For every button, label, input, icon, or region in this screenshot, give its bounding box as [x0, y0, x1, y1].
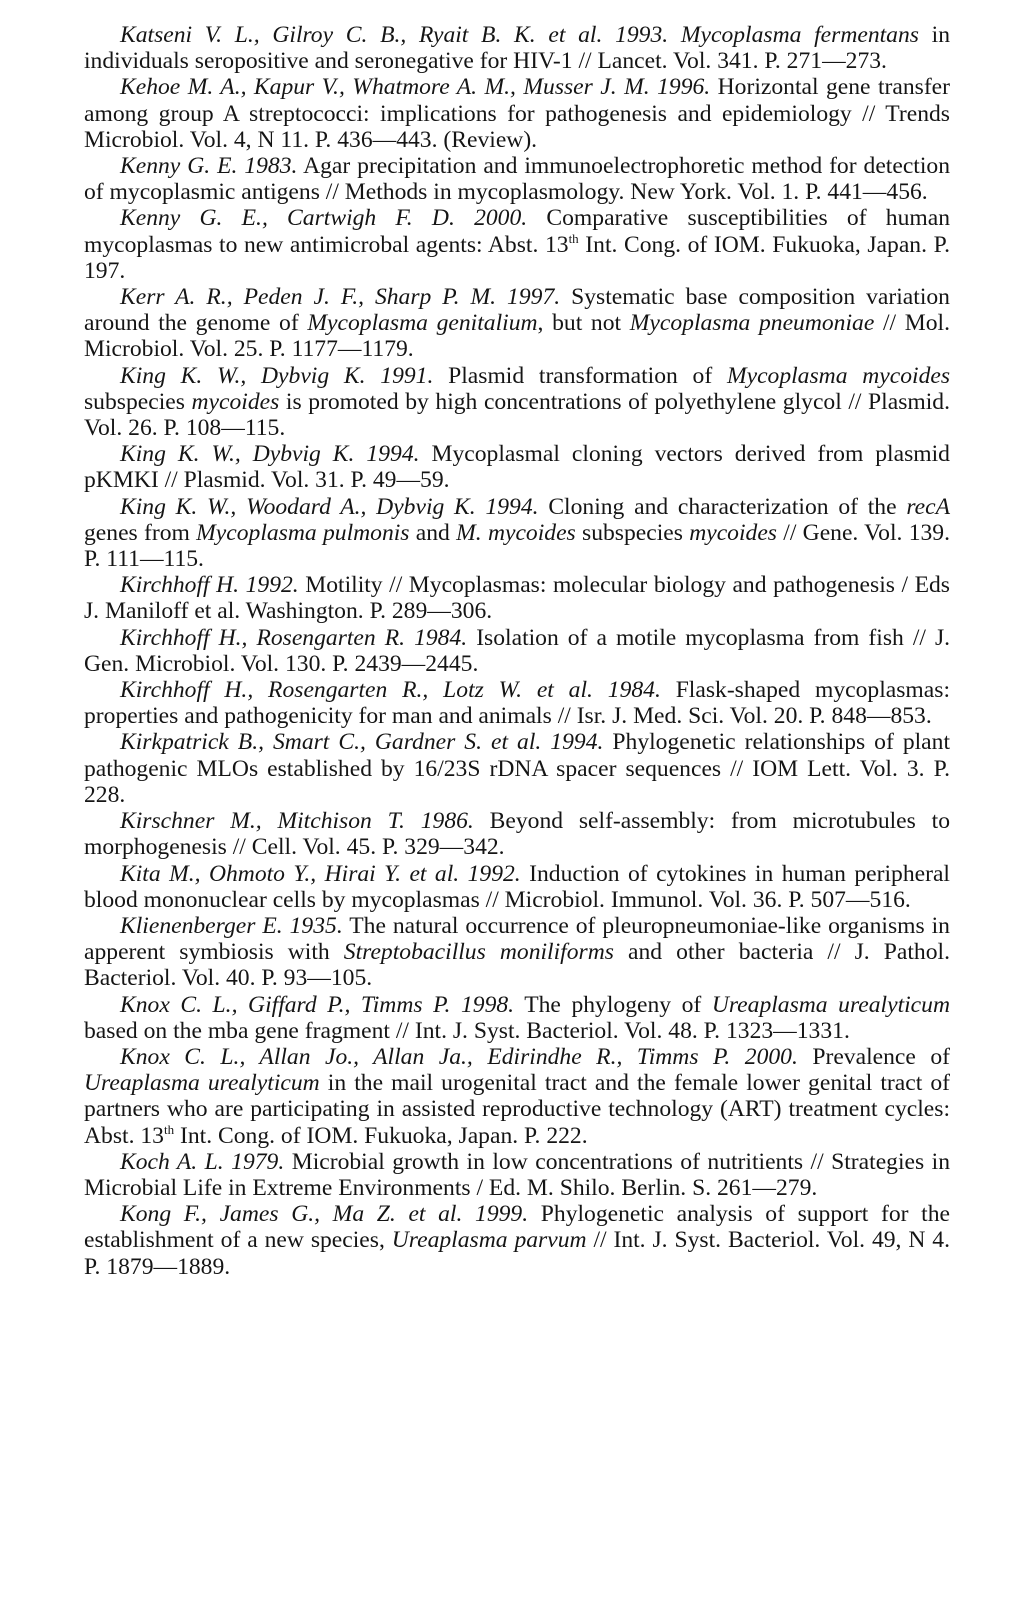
- reference-entry: [84, 913, 950, 992]
- reference-text: Phylogenetic relationships of plant pathogenic MLOs established by 16/23S rDNA spacer sequences // IOM Lett. Vol. 3. P. 228.: [84, 729, 951, 808]
- reference-authors: Knox C. L., Giffard P., Timms P.: [120, 991, 451, 1018]
- reference-year: 1994.: [485, 493, 539, 520]
- reference-authors: Koch A. L.: [120, 1148, 224, 1175]
- species-name: mycoides: [689, 519, 777, 546]
- reference-year: 1997.: [507, 284, 561, 311]
- reference-authors: King K. W., Dybvig K.: [120, 441, 355, 468]
- reference-text: , but not: [537, 310, 630, 337]
- reference-year: 1935.: [289, 912, 343, 939]
- ordinal-superscript: th: [568, 230, 579, 246]
- reference-authors: Kirschner M., Mitchison T.: [120, 808, 405, 835]
- reference-text: Plasmid transformation of: [448, 362, 727, 389]
- reference-authors: Kong F., James G., Ma Z. et al.: [120, 1201, 463, 1228]
- species-name: Mycoplasma fermentans: [680, 22, 919, 48]
- reference-text: Horizontal gene transfer among group A streptococci: implications for pathogenesis and epidemiology // Trends Microbiol. Vol. 4, N 11. P. 436—443. (Review).: [84, 74, 951, 153]
- reference-year: 1993.: [615, 22, 669, 48]
- reference-authors: Katseni V. L., Gilroy C. B., Ryait B. K. et al.: [120, 22, 603, 48]
- reference-text: Comparative susceptibilities of human mycoplasmas to new antimicrobal agents: Abst. 13: [84, 205, 950, 258]
- reference-authors: Kirchhoff H., Rosengarten R.: [120, 624, 406, 651]
- reference-text: genes from: [84, 519, 197, 546]
- reference-year: 1986.: [420, 808, 474, 835]
- reference-year: 1979.: [231, 1148, 285, 1175]
- reference-authors: Knox C. L., Allan Jo., Allan Ja., Edirindhe R., Timms P.: [120, 1043, 731, 1070]
- reference-text: Prevalence of: [812, 1043, 950, 1070]
- reference-text: // Int. J. Syst. Bacteriol. Vol. 49, N 4. P. 1879—1889.: [84, 1227, 951, 1280]
- reference-text: Cloning and characterization of the: [548, 493, 907, 520]
- reference-text: Systematic base composition variation around the genome of: [84, 284, 950, 337]
- species-name: Streptobacillus moniliforms: [343, 939, 614, 966]
- reference-year: 1994.: [366, 441, 420, 468]
- reference-entry: [84, 808, 950, 860]
- reference-entry: [84, 1044, 950, 1149]
- reference-year: 1984.: [414, 624, 468, 651]
- species-name: Ureaplasma parvum: [391, 1227, 587, 1254]
- reference-text: Induction of cytokines in human peripheral blood mononuclear cells by mycoplasmas // Microbiol. Immunol. Vol. 36. P. 507—516.: [84, 860, 950, 913]
- ordinal-superscript: th: [163, 1121, 175, 1137]
- reference-authors: Kenny G. E.: [120, 153, 238, 180]
- reference-text: based on the mba gene fragment // Int. J. Syst. Bacteriol. Vol. 48. P. 1323—1331.: [84, 1017, 850, 1044]
- reference-year: 1992.: [245, 572, 299, 599]
- reference-entry: [84, 363, 950, 442]
- reference-authors: King K. W., Woodard A., Dybvig K.: [120, 493, 476, 520]
- species-name: mycoides: [191, 388, 280, 415]
- reference-entry: [84, 625, 950, 677]
- reference-year: 2000.: [474, 205, 528, 232]
- reference-text: // Gene. Vol. 139. P. 111—115.: [84, 519, 950, 573]
- reference-authors: Kenny G. E., Cartwigh F. D.: [120, 205, 455, 232]
- reference-text: // Mol. Microbiol. Vol. 25. P. 1177—1179.: [84, 310, 950, 363]
- reference-text: and other bacteria // J. Pathol. Bacteriol. Vol. 40. P. 93—105.: [84, 939, 950, 992]
- reference-text: Beyond self-assembly: from microtubules to morphogenesis // Cell. Vol. 45. P. 329—342.: [84, 808, 951, 861]
- reference-text: Agar precipitation and immunoelectrophoretic method for detection of mycoplasmic antigens // Methods in mycoplasmology. New York. Vol. 1. P. 441—456.: [84, 153, 950, 206]
- species-name: Mycoplasma mycoides: [726, 362, 951, 389]
- reference-authors: Kirkpatrick B., Smart C., Gardner S. et al.: [120, 729, 542, 756]
- reference-entry: [84, 74, 950, 153]
- reference-text: is promoted by high concentrations of polyethylene glycol // Plasmid. Vol. 26. P. 108—115.: [84, 388, 950, 442]
- reference-entry: [84, 441, 950, 493]
- reference-year: 1992.: [467, 860, 521, 887]
- species-name: Mycoplasma pulmonis: [196, 519, 410, 546]
- reference-year: 1983.: [244, 153, 298, 180]
- species-name: M. mycoides: [456, 519, 576, 546]
- reference-year: 1984.: [607, 677, 661, 704]
- reference-authors: Kirchhoff H.: [120, 572, 240, 599]
- reference-entry: [84, 677, 950, 729]
- reference-text: Int. Cong. of IOM. Fukuoka, Japan. P. 197.: [84, 231, 950, 284]
- reference-year: 2000.: [744, 1043, 798, 1070]
- reference-text: subspecies: [84, 388, 192, 415]
- reference-text: Phylogenetic analysis of support for the establishment of a new species,: [84, 1201, 950, 1254]
- reference-text: Int. Cong. of IOM. Fukuoka, Japan. P. 222.: [174, 1122, 588, 1149]
- reference-entry: [84, 861, 950, 913]
- reference-entry: [84, 494, 950, 573]
- reference-text: Mycoplasmal cloning vectors derived from plasmid pKMKI // Plasmid. Vol. 31. P. 49—59.: [84, 441, 950, 494]
- reference-authors: Kita M., Ohmoto Y., Hirai Y. et al.: [120, 860, 460, 887]
- reference-year: 1999.: [475, 1201, 529, 1228]
- reference-year: 1998.: [460, 991, 515, 1018]
- reference-entry: [84, 572, 950, 624]
- reference-entry: [84, 22, 950, 74]
- species-name: Ureaplasma urealyticum: [84, 1070, 320, 1097]
- reference-year: 1991.: [380, 362, 434, 389]
- reference-text: Isolation of a motile mycoplasma from fish // J. Gen. Microbiol. Vol. 130. P. 2439—2445.: [84, 624, 951, 677]
- reference-authors: Kerr A. R., Peden J. F., Sharp P. M.: [120, 284, 497, 311]
- reference-entry: [84, 1149, 950, 1201]
- reference-text: Microbial growth in low concentrations of nutritients // Strategies in Microbial Life in Extreme Environments / Ed. M. Shilo. Berlin. S. 261—279.: [84, 1148, 950, 1201]
- reference-entry: [84, 284, 950, 363]
- reference-authors: Kirchhoff H., Rosengarten R., Lotz W. et al.: [120, 677, 593, 704]
- reference-year: 1994.: [550, 729, 604, 756]
- reference-text: Flask-shaped mycoplasmas: properties and pathogenicity for man and animals // Isr. J. Med. Sci. Vol. 20. P. 848—853.: [84, 677, 950, 730]
- reference-text: Motility // Mycoplasmas: molecular biology and pathogenesis / Eds J. Maniloff et al. Washington. P. 289—306.: [84, 572, 950, 625]
- reference-list: [84, 22, 950, 1280]
- species-name: Ureaplasma urealyticum: [711, 991, 950, 1018]
- reference-text: The natural occurrence of pleuropneumoniae-like organisms in apperent symbiosis with: [84, 912, 950, 966]
- reference-text: and: [409, 519, 457, 546]
- reference-entry: [84, 1201, 950, 1280]
- reference-entry: [84, 729, 950, 808]
- reference-authors: Kehoe M. A., Kapur V., Whatmore A. M., Musser J. M.: [120, 74, 650, 101]
- reference-text: in the mail urogenital tract and the female lower genital tract of partners who are participating in assisted reproductive technology (ART) treatment cycles: Abst. 13: [84, 1070, 950, 1149]
- reference-entry: [84, 205, 950, 284]
- reference-entry: [84, 992, 950, 1044]
- species-name: Mycoplasma genitalium: [307, 310, 538, 337]
- reference-entry: [84, 153, 950, 205]
- reference-text: subspecies: [575, 519, 690, 546]
- reference-authors: Klienenberger E.: [120, 912, 283, 939]
- species-name: Mycoplasma pneumoniae: [629, 310, 875, 337]
- reference-text: The phylogeny of: [524, 991, 712, 1018]
- reference-year: 1996.: [657, 74, 711, 101]
- species-name: recA: [906, 493, 950, 520]
- reference-text: in individuals seropositive and seronegative for HIV-1 // Lancet. Vol. 341. P. 271—273.: [84, 22, 951, 75]
- reference-authors: King K. W., Dybvig K.: [120, 362, 366, 389]
